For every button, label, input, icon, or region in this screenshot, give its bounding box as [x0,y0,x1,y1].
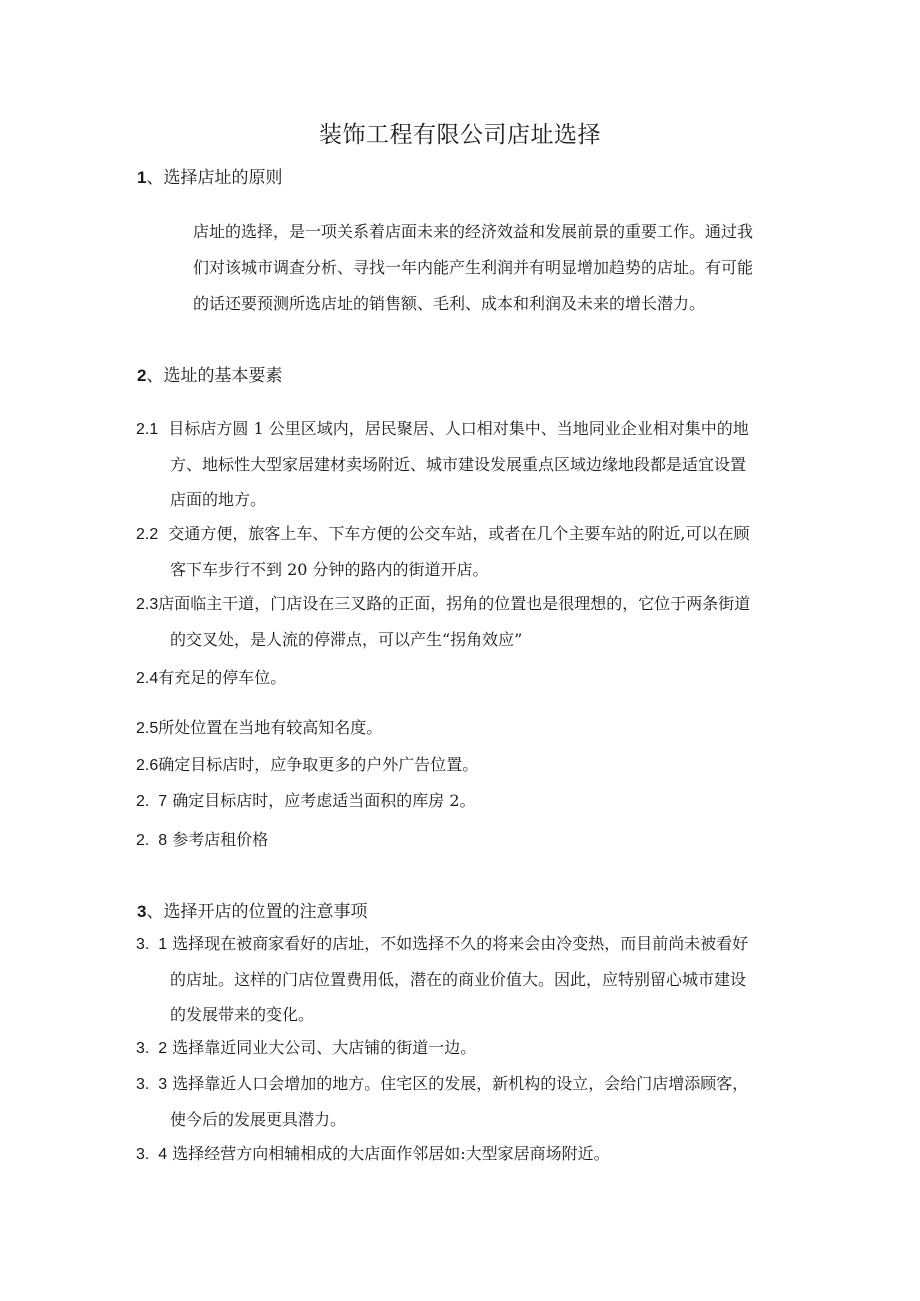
item-line: 选择经营方向相辅相成的大店面作邻居如:大型家居商场附近。 [172,1144,610,1163]
list-item [136,1136,796,1172]
section-1-number: 1 [137,168,147,187]
item-number: 3. 4 [136,1146,168,1163]
list-item [136,1030,796,1066]
item-line: 的发展带来的变化。 [170,1005,315,1024]
list-item [136,710,796,746]
item-number: 2.3 [136,596,159,613]
section-3-number: 3 [137,902,147,921]
item-line: 使今后的发展更具潜力。 [170,1110,347,1129]
item-line: 交通方便，旅客上车、下车方便的公交车站，或者在几个主要车站的附近,可以在顾 [168,524,750,543]
item-line: 客下车步行不到 20 分钟的路内的街道开店。 [170,560,489,579]
item-line: 选择现在被商家看好的店址，不如选择不久的将来会由冷变热，而目前尚未被看好 [172,934,749,953]
item-number: 2. 8 [136,832,168,849]
paragraph-line: 们对该城市调查分析、寻找一年内能产生利润并有明显增加趋势的店址。有可能 [193,258,754,277]
section-1-paragraph [193,214,793,322]
list-item [136,516,796,587]
item-line: 店面的地方。 [170,490,267,509]
list-item [136,1066,796,1137]
list-item [136,926,796,1032]
item-number: 2.4 [136,670,159,687]
paragraph-line: 的话还要预测所选店址的销售额、毛利、成本和利润及未来的增长潜力。 [193,294,706,313]
item-line: 确定目标店时，应争取更多的户外广告位置。 [158,755,479,774]
list-item [136,747,796,783]
item-number: 3. 1 [136,936,168,953]
list-item [136,822,796,858]
list-item [136,586,796,657]
list-item [136,660,796,696]
item-line: 目标店方圆 1 公里区域内，居民聚居、人口相对集中、当地同业企业相对集中的地 [168,419,749,438]
item-line: 的店址。这样的门店位置费用低，潜在的商业价值大。因此，应特别留心城市建设 [170,970,747,989]
paragraph-line: 店址的选择，是一项关系着店面未来的经济效益和发展前景的重要工作。通过我 [193,222,754,241]
document-title: 装饰工程有限公司店址选择 [319,122,601,148]
item-number: 2. 7 [136,793,168,810]
section-2-number: 2 [137,366,147,385]
item-line: 确定目标店时，应考虑适当面积的库房 2。 [172,791,476,810]
item-number: 2.1 [136,421,159,438]
item-line: 所处位置在当地有较高知名度。 [158,718,383,737]
item-number: 2.2 [136,526,159,543]
item-number: 2.5 [136,720,159,737]
item-line: 方、地标性大型家居建材卖场附近、城市建设发展重点区域边缘地段都是适宜设置 [170,455,747,474]
item-number: 3. 2 [136,1040,168,1057]
item-line: 选择靠近同业大公司、大店铺的街道一边。 [172,1038,477,1057]
item-line: 选择靠近人口会增加的地方。住宅区的发展，新机构的设立，会给门店增添顾客， [172,1074,749,1093]
section-2-heading [137,361,282,386]
section-1-title: 、选择店址的原则 [146,168,283,188]
item-number: 2.6 [136,757,159,774]
section-2-title: 、选址的基本要素 [146,366,283,386]
list-item [136,783,796,819]
section-3-title: 、选择开店的位置的注意事项 [146,902,368,922]
item-line: 的交叉处，是人流的停滞点，可以产生“拐角效应” [170,630,523,649]
section-3-heading [137,897,367,922]
item-line: 有充足的停车位。 [158,668,287,687]
item-line: 参考店租价格 [172,830,269,849]
list-item [136,411,796,517]
section-1-heading [137,163,282,188]
item-line: 店面临主干道，门店设在三叉路的正面，拐角的位置也是很理想的，它位于两条街道 [158,594,751,613]
item-number: 3. 3 [136,1076,168,1093]
